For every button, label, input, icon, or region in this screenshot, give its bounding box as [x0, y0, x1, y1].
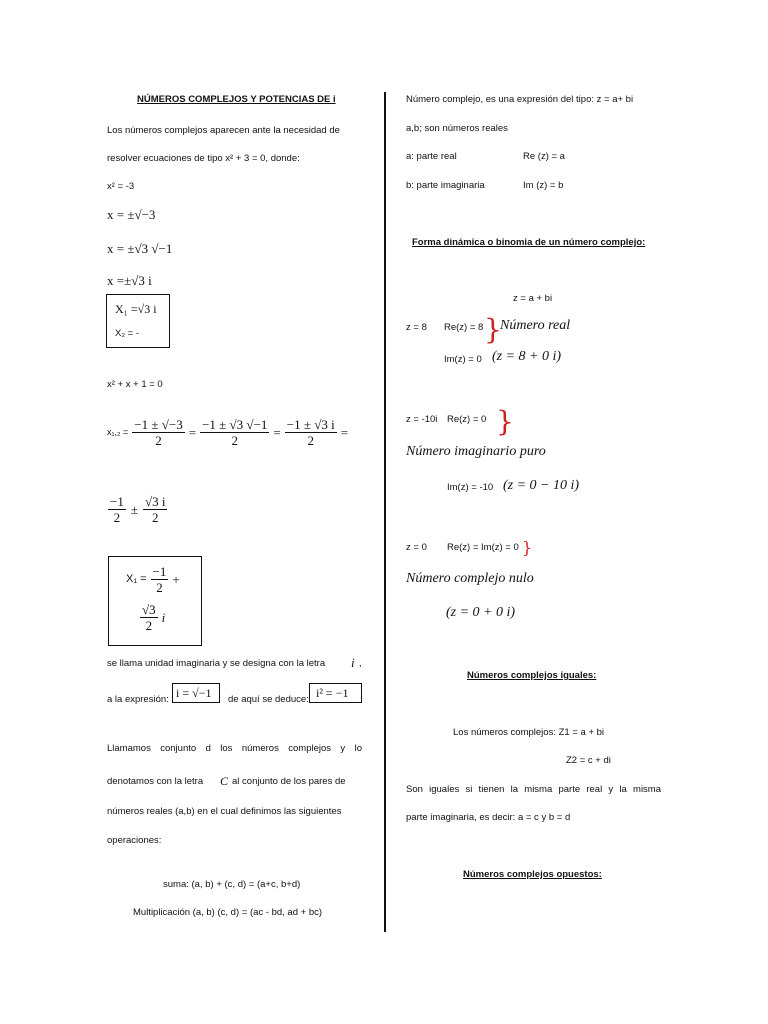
imaginary-unit-letter: i — [351, 655, 355, 670]
page-title: NÚMEROS COMPLEJOS Y POTENCIAS DE i — [137, 94, 336, 105]
example-1-label: Número real — [500, 318, 571, 333]
equal-z1: Los números complejos: Z1 = a + bi — [453, 727, 605, 738]
equation-x-sqrt3-sqrt-neg1: x = ±√3 √−1 — [107, 241, 173, 256]
paragraph-line-4: operaciones: — [107, 835, 162, 846]
expression-formula-2: i² = −1 — [309, 683, 362, 703]
quad-fraction-1 — [132, 418, 184, 447]
expression-text-1: a la expresión: — [107, 694, 169, 705]
box2-plus: + — [172, 572, 180, 587]
quad-fraction-1-num: −1 ± √−3 — [134, 417, 183, 432]
solution-x1: X₁ =√3 i — [115, 302, 157, 316]
paragraph-line-3: números reales (a,b) en el cual definimos las siguientes — [107, 806, 342, 817]
equal-z2: Z2 = c + di — [566, 755, 611, 766]
real-part-label: a: parte real — [406, 151, 457, 162]
quadratic-formula: x₁,₂ = $\frac{-1 \pm √-3}{2}$ = $\frac{-1 \pm √3 √-1}{2}$ = $\frac{-1 \pm √3 i}{2}$ = — [107, 417, 349, 448]
equation-x-sqrt3-i: x =±√3 i — [107, 273, 152, 288]
box2-fraction-2 — [140, 603, 158, 632]
paragraph-line-2: denotamos con la letra — [107, 776, 204, 787]
brace-icon: } — [484, 313, 502, 346]
expression-formula-1: i = √−1 — [172, 683, 220, 703]
example-2-re: Re(z) = 0 — [447, 414, 487, 425]
quad-fraction-3 — [285, 418, 337, 447]
box2-i: i — [161, 610, 166, 625]
box2-x1: X₁ = — [126, 573, 147, 585]
set-letter-c: C — [220, 774, 229, 788]
heading-binomial-form: Forma dinámica o binomia de un número complejo: — [412, 237, 646, 248]
quad-fraction-2-den: 2 — [231, 433, 238, 448]
result-fraction-1 — [108, 495, 126, 524]
equal-text-2: parte imaginaria, es decir: a = c y b = d — [406, 812, 571, 823]
quadratic-prefix: x₁,₂ = — [107, 427, 129, 437]
result-fraction-2-num: √3 i — [144, 494, 166, 509]
example-3-re: Re(z) = Im(z) = 0 — [447, 542, 519, 553]
box2-fraction-1 — [151, 565, 169, 594]
box2-row-2 — [139, 603, 165, 632]
imaginary-unit-text: se llama unidad imaginaria y se designa con la letra — [107, 658, 326, 669]
real-part-eq: Re (z) = a — [523, 151, 565, 162]
example-2-im: Im(z) = -10 — [447, 482, 494, 493]
imag-part-label: b: parte imaginaria — [406, 180, 485, 191]
equation-quadratic: x² + x + 1 = 0 — [107, 379, 163, 390]
example-1-form: (z = 8 + 0 i) — [492, 349, 562, 364]
box2-fraction-2-den: 2 — [145, 618, 153, 633]
column-divider — [384, 92, 386, 932]
result-fraction-2 — [143, 495, 168, 524]
paragraph-line-1: Llamamos conjunto d los números complejos y lo — [107, 743, 362, 754]
intro-line-2: resolver ecuaciones de tipo x² + 3 = 0, donde: — [107, 153, 300, 164]
heading-equal-complex: Números complejos iguales: — [467, 670, 597, 681]
quad-fraction-2 — [200, 418, 269, 447]
example-3-z: z = 0 — [406, 542, 427, 553]
result-fraction-2-den: 2 — [151, 510, 159, 525]
brace-icon: } — [522, 538, 533, 557]
binomial-form: z = a + bi — [513, 293, 553, 304]
expression-text-2: de aquí se deduce: — [228, 694, 309, 705]
box2-fraction-2-num: √3 — [142, 602, 156, 617]
example-2-z: z = -10i — [406, 414, 438, 425]
paragraph-line-2b: al conjunto de los pares de — [232, 776, 346, 787]
equation-x-sqrt-neg3: x = ±√−3 — [107, 207, 156, 222]
box2-row-1 — [126, 565, 180, 594]
solution-box-2 — [108, 556, 202, 646]
example-1-re: Re(z) = 8 — [444, 322, 484, 333]
brace-icon: } — [496, 405, 514, 438]
quad-fraction-3-num: −1 ± √3 i — [286, 417, 335, 432]
quad-fraction-3-den: 2 — [307, 433, 314, 448]
complex-definition-1: Número complejo, es una expresión del tipo: z = a+ bi — [406, 94, 634, 105]
solution-x2: X₂ = - — [115, 328, 140, 339]
comma: , — [359, 658, 362, 669]
result-fraction-1-num: −1 — [110, 494, 124, 509]
intro-line-1: Los números complejos aparecen ante la necesidad de — [107, 125, 340, 136]
solution-box-1 — [106, 294, 170, 348]
sum-definition: suma: (a, b) + (c, d) = (a+c, b+d) — [163, 879, 301, 890]
heading-opposite-complex: Números complejos opuestos: — [463, 869, 602, 880]
quad-fraction-2-num: −1 ± √3 √−1 — [202, 417, 268, 432]
box2-fraction-1-num: −1 — [152, 564, 167, 579]
example-3-label: Número complejo nulo — [406, 571, 534, 586]
example-2-label: Número imaginario puro — [406, 444, 546, 459]
box2-fraction-1-den: 2 — [156, 580, 163, 595]
example-2-form: (z = 0 − 10 i) — [503, 478, 580, 493]
quad-fraction-1-den: 2 — [155, 433, 162, 448]
example-1-im: Im(z) = 0 — [444, 354, 482, 365]
quadratic-result: $\frac{-1}{2}$ ± $\frac{√3 i}{2}$ — [110, 494, 166, 525]
equation-x-squared: x² = -3 — [107, 181, 135, 192]
multiplication-definition: Multiplicación (a, b) (c, d) = (ac - bd, ad + bc) — [133, 907, 323, 918]
equal-text-1: Son iguales si tienen la misma parte real y la misma — [406, 784, 661, 795]
result-fraction-1-den: 2 — [113, 510, 121, 525]
complex-definition-2: a,b; son números reales — [406, 123, 508, 134]
example-3-form: (z = 0 + 0 i) — [446, 605, 516, 620]
imag-part-eq: Im (z) = b — [523, 180, 564, 191]
example-1-z: z = 8 — [406, 322, 427, 333]
